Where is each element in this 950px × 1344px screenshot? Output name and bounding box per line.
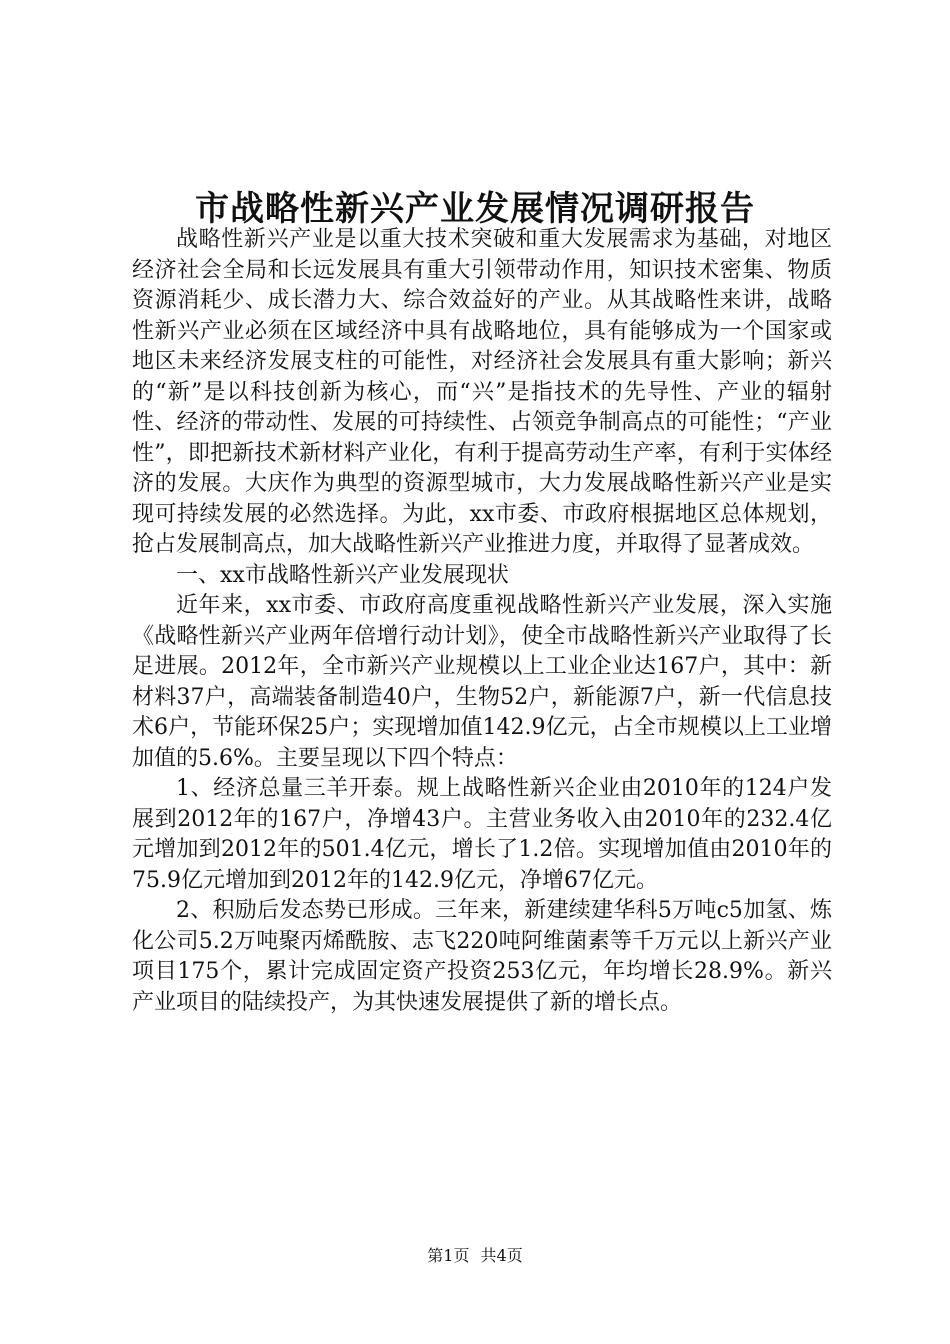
status-paragraph: 近年来，xx市委、市政府高度重视战略性新兴产业发展，深入实施《战略性新兴产业两年倍增行动计划》，使全市战略性新兴产业取得了长足进展。2012年，全市新兴产业规模以上工业企业达167户，其中：新材料37户，高端装备制造40户，生物52户，新能源7户，新一代信息技术6户，节能环保25户；实现增加值142.9亿元，占全市规模以上工业增加值的5.6%。主要呈现以下四个特点： xyxy=(132,593,832,771)
intro-paragraph: 战略性新兴产业是以重大技术突破和重大发展需求为基础，对地区经济社会全局和长远发展具有重大引领带动作用，知识技术密集、物质资源消耗少、成长潜力大、综合效益好的产业。从其战略性来讲，战略性新兴产业必须在区域经济中具有战略地位，具有能够成为一个国家或地区未来经济发展支柱的可能性，对经济社会发展具有重大影响；新兴的“新”是以科技创新为核心，而“兴”是指技术的先导性、产业的辐射性、经济的带动性、发展的可持续性、占领竞争制高点的可能性；“产业性”，即把新技术新材料产业化，有利于提高劳动生产率，有利于实体经济的发展。大庆作为典型的资源型城市，大力发展战略性新兴产业是实现可持续发展的必然选择。为此，xx市委、市政府根据地区总体规划，抢占发展制高点，加大战略性新兴产业推进力度，并取得了显著成效。 xyxy=(132,227,832,557)
page-number: 第1页 xyxy=(427,1246,470,1265)
page-footer xyxy=(0,1246,950,1266)
page-total: 共4页 xyxy=(480,1246,523,1265)
document-title: 市战略性新兴产业发展情况调研报告 xyxy=(195,189,755,229)
feature-paragraph-1: 1、经济总量三羊开泰。规上战略性新兴企业由2010年的124户发展到2012年的167户，净增43户。主营业务收入由2010年的232.4亿元增加到2012年的501.4亿元，增长了1.2倍。实现增加值由2010年的75.9亿元增加到2012年的142.9亿元，净增67亿元。 xyxy=(132,776,832,893)
section-heading: 一、xx市战略性新兴产业发展现状 xyxy=(176,562,509,588)
feature-paragraph-2: 2、积励后发态势已形成。三年来，新建续建华科5万吨c5加氢、炼化公司5.2万吨聚丙烯酰胺、志飞220吨阿维菌素等千万元以上新兴产业项目175个，累计完成固定资产投资253亿元，年均增长28.9%。新兴产业项目的陆续投产，为其快速发展提供了新的增长点。 xyxy=(132,898,832,1015)
document-body xyxy=(132,225,832,1018)
